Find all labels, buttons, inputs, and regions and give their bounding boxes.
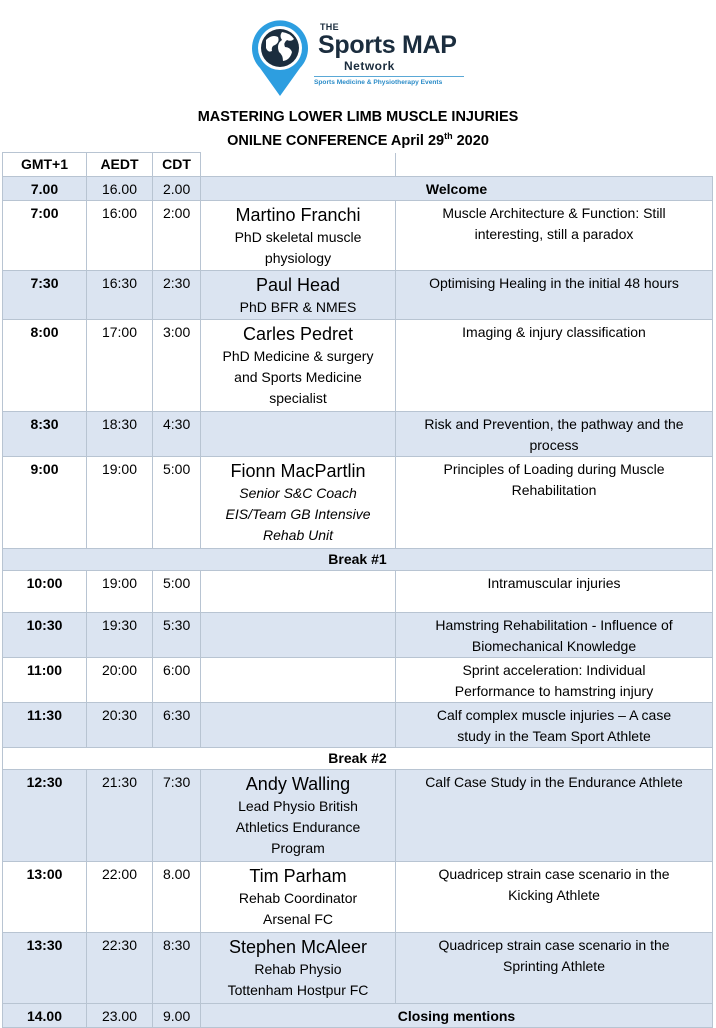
speaker-cell [201,862,396,933]
talk-topic [396,703,713,748]
time-cdt: 6:00 [153,658,201,703]
time-aedt: 16:30 [87,271,153,320]
header-empty-topic [396,153,713,177]
speaker-credential: EIS/Team GB Intensive [225,506,371,522]
break-label: Break #1 [3,549,713,571]
topic-line: Quadricep strain case scenario in the [438,866,670,882]
conference-title: MASTERING LOWER LIMB MUSCLE INJURIES [197,109,519,125]
topic-line: Sprint acceleration: Individual [462,662,646,678]
talk-row [3,571,713,613]
time-gmt: 13:30 [3,933,87,1004]
talk-row [3,457,713,549]
session-row [3,177,713,201]
speaker-credential: Senior S&C Coach [239,485,357,501]
speaker-credential: PhD skeletal muscle [234,229,362,245]
topic-line: Intramuscular injuries [487,575,621,591]
talk-row [3,613,713,658]
time-gmt: 11:00 [3,658,87,703]
talk-topic [396,271,713,320]
time-gmt: 12:30 [3,770,87,862]
speaker-credential: PhD Medicine & surgery [222,348,374,364]
speaker-name: Fionn MacPartlin [230,461,366,481]
time-cdt: 5:30 [153,613,201,658]
topic-line: Calf Case Study in the Endurance Athlete [425,774,683,790]
time-aedt: 20:30 [87,703,153,748]
break-row [3,549,713,571]
time-cdt: 5:00 [153,571,201,613]
speaker-name: Andy Walling [245,774,351,794]
schedule-body [3,153,713,1028]
topic-line: Imaging & injury classification [462,324,646,340]
speaker-name: Paul Head [255,275,341,295]
speaker-credential: physiology [264,250,332,266]
speaker-cell [201,571,396,613]
speaker-name: Tim Parham [249,866,347,886]
talk-topic [396,571,713,613]
speaker-cell [201,412,396,457]
talk-row [3,862,713,933]
speaker-cell [201,320,396,412]
logo-the: THE [320,22,339,32]
time-cdt: 2:30 [153,271,201,320]
time-cdt: 6:30 [153,703,201,748]
time-gmt: 10:30 [3,613,87,658]
time-aedt: 16.00 [87,177,153,201]
talk-row [3,271,713,320]
speaker-name: Martino Franchi [235,205,361,225]
time-gmt: 14.00 [3,1004,87,1028]
talk-topic [396,613,713,658]
time-gmt: 7:00 [3,201,87,271]
talk-topic [396,201,713,271]
session-title: Closing mentions [201,1004,713,1028]
topic-line: study in the Team Sport Athlete [457,728,651,744]
topic-line: Optimising Healing in the initial 48 hours [429,275,679,291]
topic-line: Biomechanical Knowledge [471,638,637,654]
talk-topic [396,412,713,457]
speaker-name: Carles Pedret [242,324,354,344]
break-label: Break #2 [3,748,713,770]
speaker-cell [201,613,396,658]
time-cdt: 5:00 [153,457,201,549]
sports-map-logo [248,18,473,96]
topic-line: Muscle Architecture & Function: Still [442,205,666,221]
time-cdt: 2.00 [153,177,201,201]
speaker-cell [201,201,396,271]
conference-subtitle: ONILNE CONFERENCE April 29th 2020 [227,131,489,149]
talk-topic [396,933,713,1004]
talk-topic [396,320,713,412]
talk-row [3,703,713,748]
header-gmt: GMT+1 [3,153,87,177]
speaker-credential: Rehab Unit [262,527,334,543]
header-cdt: CDT [153,153,201,177]
speaker-credential: Athletics Endurance [235,819,361,835]
time-aedt: 18:30 [87,412,153,457]
break-row [3,748,713,770]
speaker-cell [201,770,396,862]
topic-line: Rehabilitation [511,482,597,498]
speaker-cell [201,703,396,748]
header-aedt: AEDT [87,153,153,177]
topic-line: Principles of Loading during Muscle [443,461,665,477]
speaker-credential: Rehab Coordinator [238,890,358,906]
talk-row [3,412,713,457]
topic-line: Sprinting Athlete [503,958,605,974]
time-aedt: 23.00 [87,1004,153,1028]
talk-topic [396,457,713,549]
talk-topic [396,658,713,703]
topic-line: Performance to hamstring injury [454,683,654,699]
talk-topic [396,862,713,933]
time-gmt: 9:00 [3,457,87,549]
topic-line: Risk and Prevention, the pathway and the [424,416,684,432]
time-gmt: 8:30 [3,412,87,457]
talk-row [3,658,713,703]
time-gmt: 10:00 [3,571,87,613]
speaker-credential: PhD BFR & NMES [239,299,357,315]
time-cdt: 9.00 [153,1004,201,1028]
time-gmt: 8:00 [3,320,87,412]
header-row [3,153,713,177]
speaker-credential: Program [271,840,325,856]
time-aedt: 21:30 [87,770,153,862]
topic-line: Hamstring Rehabilitation - Influence of [435,617,673,633]
header-empty-speaker [201,153,396,177]
talk-row [3,201,713,271]
time-gmt: 11:30 [3,703,87,748]
time-aedt: 20:00 [87,658,153,703]
time-cdt: 8.00 [153,862,201,933]
speaker-cell [201,271,396,320]
topic-line: process [529,437,579,453]
logo-tagline: Sports Medicine & Physiotherapy Events [314,79,443,86]
logo-network: Network [344,59,395,73]
time-aedt: 19:00 [87,571,153,613]
schedule-table [2,152,713,1028]
talk-row [3,320,713,412]
time-cdt: 7:30 [153,770,201,862]
time-aedt: 22:30 [87,933,153,1004]
topic-line: Kicking Athlete [508,887,600,903]
talk-row [3,770,713,862]
topic-line: Quadricep strain case scenario in the [438,937,670,953]
time-aedt: 22:00 [87,862,153,933]
speaker-credential: Tottenham Hostpur FC [227,982,369,998]
time-gmt: 7.00 [3,177,87,201]
speaker-cell [201,457,396,549]
time-aedt: 17:00 [87,320,153,412]
speaker-cell [201,658,396,703]
speaker-credential: Lead Physio British [238,798,358,814]
logo-main: Sports MAP [318,31,457,59]
topic-line: interesting, still a paradox [474,226,634,242]
globe-pin-icon [248,18,312,98]
talk-row [3,933,713,1004]
time-cdt: 2:00 [153,201,201,271]
speaker-credential: Arsenal FC [262,911,334,927]
time-aedt: 19:00 [87,457,153,549]
time-cdt: 8:30 [153,933,201,1004]
speaker-credential: Rehab Physio [254,961,342,977]
time-cdt: 4:30 [153,412,201,457]
speaker-credential: specialist [269,390,327,406]
time-gmt: 7:30 [3,271,87,320]
speaker-cell [201,933,396,1004]
time-gmt: 13:00 [3,862,87,933]
talk-topic [396,770,713,862]
logo-divider [314,76,464,77]
speaker-name: Stephen McAleer [228,937,368,957]
speaker-credential: and Sports Medicine [234,369,362,385]
topic-line: Calf complex muscle injuries – A case [436,707,672,723]
session-title: Welcome [201,177,713,201]
time-cdt: 3:00 [153,320,201,412]
time-aedt: 16:00 [87,201,153,271]
time-aedt: 19:30 [87,613,153,658]
